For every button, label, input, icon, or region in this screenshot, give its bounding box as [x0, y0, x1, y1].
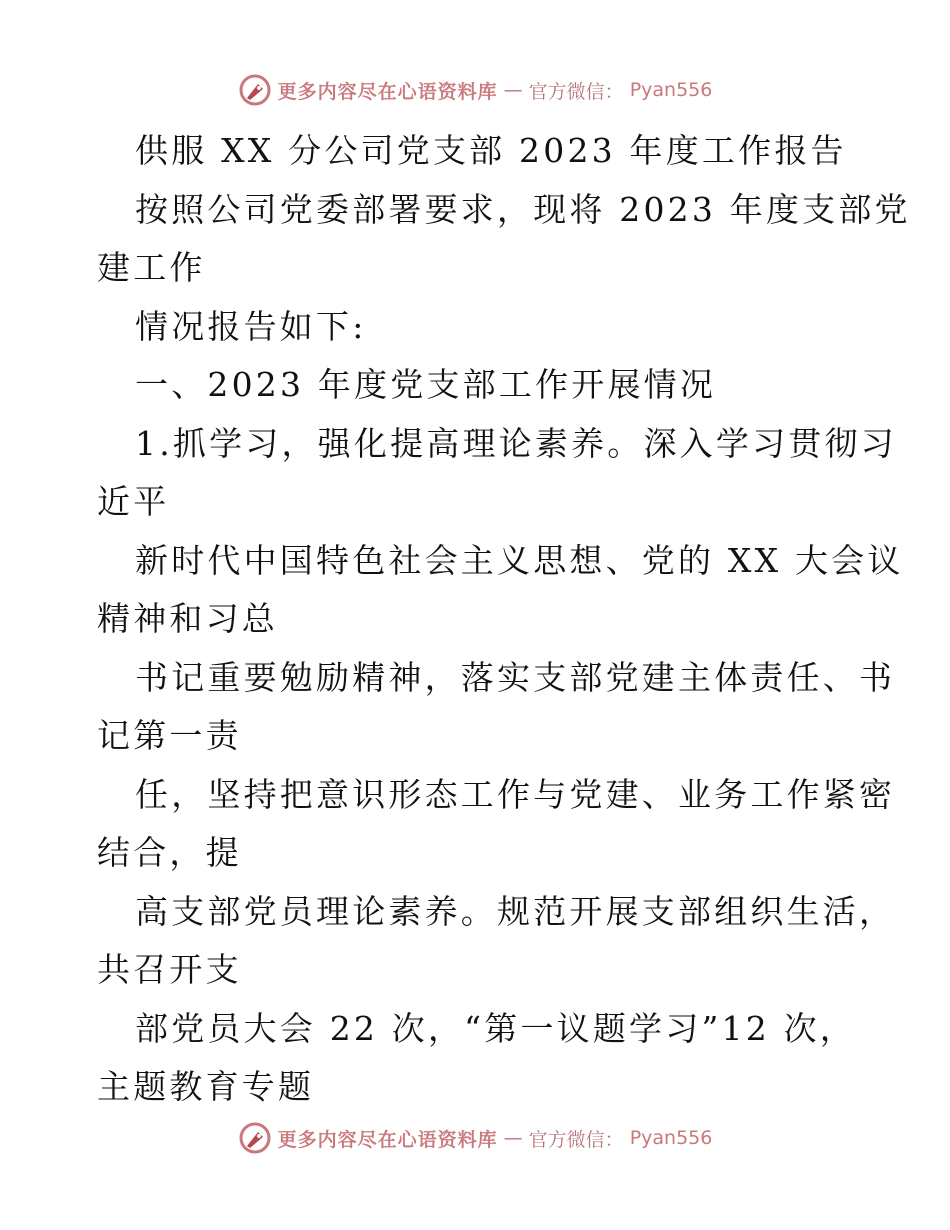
watermark-wechat-label: 官方微信： [528, 1128, 624, 1151]
document-line: 书记重要勉励精神，落实支部党建主体责任、书 [135, 657, 896, 697]
watermark-text: 更多内容尽在心语资料库 [277, 80, 498, 103]
document-line: 情况报告如下: [135, 306, 367, 346]
watermark-text: 更多内容尽在心语资料库 [277, 1128, 498, 1151]
document-line: 一、2023 年度党支部工作开展情况 [135, 365, 717, 404]
document-line: 高支部党员理论素养。规范开展支部组织生活， [135, 891, 896, 931]
watermark-dash: — [503, 1127, 523, 1149]
watermark-wechat-id: Pyan556 [629, 79, 713, 101]
document-body [97, 122, 911, 1117]
pen-nib-logo-icon [238, 73, 272, 107]
document-line: 1.抓学习，强化提高理论素养。深入学习贯彻习 [135, 423, 897, 463]
watermark-dash: — [503, 79, 523, 101]
document-line: 精神和习总 [97, 599, 278, 638]
document-line: 建工作 [97, 248, 206, 287]
document-line: 近平 [97, 482, 170, 521]
document-line: 新时代中国特色社会主义思想、党的 XX 大会议 [135, 540, 904, 580]
header-watermark [0, 70, 950, 110]
footer-watermark [0, 1118, 950, 1158]
watermark-wechat-id: Pyan556 [629, 1127, 713, 1149]
document-line: 共召开支 [97, 950, 242, 989]
document-line: 任，坚持把意识形态工作与党建、业务工作紧密 [135, 774, 896, 814]
document-line: 主题教育专题 [97, 1067, 315, 1106]
pen-nib-logo-icon [238, 1121, 272, 1155]
document-line: 记第一责 [97, 716, 242, 755]
document-line: 供服 XX 分公司党支部 2023 年度工作报告 [135, 131, 847, 170]
watermark-wechat-label: 官方微信： [528, 80, 624, 103]
document-line: 按照公司党委部署要求，现将 2023 年度支部党 [135, 189, 911, 229]
document-line: 结合，提 [97, 833, 242, 872]
document-line: 部党员大会 22 次，“第一议题学习”12 次， [135, 1008, 856, 1048]
